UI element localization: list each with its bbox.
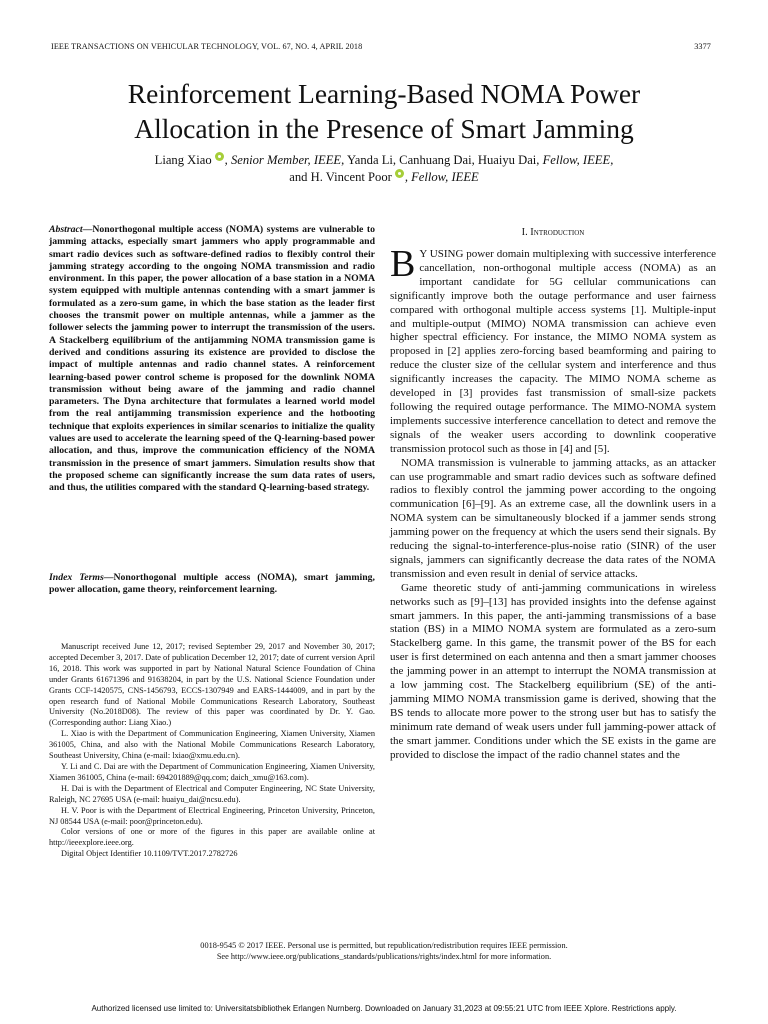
footnotes [49,642,375,860]
author-role: , Fellow, IEEE [404,170,479,184]
abstract-label: Abstract [49,224,83,235]
footnote: Y. Li and C. Dai are with the Department of Communication Engineering, Xiamen University, Xiamen 361005, China (e-mail: 694201889@qq.com; daich_xmu@163.com). [49,761,375,782]
copyright-line-1: 0018-9545 © 2017 IEEE. Personal use is permitted, but republication/redistribution requires IEEE permission. [200,941,568,950]
title-line-1: Reinforcement Learning-Based NOMA Power [127,78,641,109]
author-role: , Senior Member, IEEE [224,153,342,167]
footnote: H. V. Poor is with the Department of Electrical Engineering, Princeton University, Princeton, NJ 08544 USA (e-mail: poor@princeton.edu). [49,805,375,826]
drop-cap: B [390,243,416,285]
paper-title [40,76,728,146]
abstract [49,224,375,495]
paragraph: NOMA transmission is vulnerable to jamming attacks, as an attacker can use programmable and smart radio devices such as software defined radios to flexibly control the jamming power according to the ongoing communication [6]–[9]. As an extreme case, all the downlink users in a NOMA system can be simultaneously blocked if a jammer sends strong jamming power on the frequency at which the users send their signals. By reducing the signal-to-interference-plus-noise ratio (SINR) of the user signals, jammers can significantly decrease the data rates of the NOMA transmission and even result in denial of service attacks. [390,456,716,580]
footnote: Digital Object Identifier 10.1109/TVT.2017.2782726 [61,849,238,859]
index-terms-text: —Nonorthogonal multiple access (NOMA), smart jamming, power allocation, game theory, reinforcement learning. [49,572,375,596]
index-terms-label: Index Terms [49,572,104,583]
orcid-icon[interactable] [395,169,404,178]
author-line-1 [40,152,728,169]
footnote: Manuscript received June 12, 2017; revised September 29, 2017 and November 30, 2017; accepted December 3, 2017. Date of publication December 12, 2017; date of current version April 16, 2018. This work was supported in part by National Natural Science Foundation of China under Grants 61671396 and 91638204, in part by the U.S. National Science Foundation under Grants CCF-1420575, CNS-1456793, ECCS-1307949 and EARS-1444009, and in part by the open research fund of National Mobile Communications Research Laboratory, Southeast University (No.2018D08). The review of this paper was coordinated by Dr. Y. Gao. (Corresponding author: Liang Xiao.) [49,642,375,728]
title-line-2: Allocation in the Presence of Smart Jamming [134,113,634,144]
paragraph: Game theoretic study of anti-jamming communications in wireless networks such as [9]–[13] has provided insights into the defense against smart jammers. In this paper, the anti-jamming transmissions of a base station (BS) in a MIMO NOMA system are formulated as a zero-sum Stackelberg game. In this game, the transmit power of the BS for each user is first determined on each antenna and then a smart jammer chooses the jamming power in an attempt to interrupt the NOMA transmission at a low jamming cost. The Stackelberg equilibrium (SE) of the anti-jamming MIMO NOMA transmission game is derived, showing that the BS tends to allocate more power to the strong user but has to satisfy the minimum rate demand of weak users under full jamming-power attack of the smart jammer. Conditions under which the SE exists in the game are provided to disclose the impact of the radio channel states and the [390,581,716,761]
abstract-text: —Nonorthogonal multiple access (NOMA) systems are vulnerable to jamming attacks, especially smart jammers who apply programmable and smart radio devices such as software-defined radios to flexibly control their jamming strategy according to the ongoing NOMA transmission and radio environment. In this paper, the power allocation of a base station in a NOMA system equipped with multiple antennas contending with a smart jammer is formulated as a zero-sum game, in which the base station as the leader first chooses the transmit power on multiple antennas, while a jammer as the follower selects the jamming power to interrupt the transmission of the users. A Stackelberg equilibrium of the antijamming NOMA transmission game is derived and conditions assuring its existence are provided to disclose the impact of multiple antennas and radio channel states. A reinforcement learning-based power control scheme is proposed for the downlink NOMA transmission without being aware of the jamming and radio channel parameters. The Dyna architecture that formulates a learned world model from the real antijamming transmission experience and the hotbooting technique that exploits experiences in similar scenarios to initialize the quality values are used to accelerate the learning speed of the Q-learning-based power allocation, and thus, improve the communication efficiency of the NOMA transmission in the presence of smart jammers. Simulation results show that the proposed scheme can significantly increase the sum data rates of users, and thus, the utilities compared with the standard Q-learning-based strategy. [49,224,375,494]
paragraph-text: Y USING power domain multiplexing with successive interference cancellation, non-orthogonal multiple access (NOMA) as an important candidate for 5G cellular communications can significantly improve both the outage performance and user fairness compared with orthogonal multiple access systems [1]. Multiple-input and multiple-output (MIMO) NOMA transmission can achieve even higher spectral efficiency. For instance, the MIMO NOMA system as proposed in [2] applies zero-forcing based beamforming and pairing to reduce the cluster size of the cellular system and interference and thus significantly increases the capacity. The MIMO NOMA scheme as developed in [3] provides fast transmission of small-size packets following the required outage performance. The MIMO-NOMA system implements successive interference cancellation to detect and remove the signals of the weaker users according to downlink cooperative transmission protocol such as those in [4] and [5]. [390,248,716,455]
license-notice: Authorized licensed use limited to: Universitatsbibliothek Erlangen Nurnberg. Downloaded on January 31,2023 at 09:55:21 UTC from IEEE Xplore. Restrictions apply. [91,1004,677,1013]
running-header: IEEE TRANSACTIONS ON VEHICULAR TECHNOLOGY, VOL. 67, NO. 4, APRIL 2018 [51,42,363,51]
author-list [40,152,728,186]
author-role: Fellow, IEEE, [539,153,614,167]
copyright-notice [60,940,708,962]
author-name: Liang Xiao [154,153,212,167]
author-name: and H. Vincent Poor [289,170,392,184]
author-names: , Yanda Li, Canhuang Dai, Huaiyu Dai, [341,153,540,167]
footnote: L. Xiao is with the Department of Communication Engineering, Xiamen University, Xiamen 361005, China, and also with the National Mobile Communications Research Laboratory, Southeast University, China (e-mail: lxiao@xmu.edu.cn). [49,729,375,761]
section-heading: I. Introduction [521,227,585,238]
body-text [390,243,716,763]
index-terms [49,572,375,597]
copyright-line-2: See http://www.ieee.org/publications_standards/publications/rights/index.html for more information. [216,952,552,961]
author-line-2 [40,169,728,186]
page-number: 3377 [694,42,711,51]
orcid-icon[interactable] [215,152,224,161]
footnote: H. Dai is with the Department of Electrical and Computer Engineering, NC State University, Raleigh, NC 27695 USA (e-mail: huaiyu_dai@ncsu.edu). [49,783,375,804]
footnote: Color versions of one or more of the figures in this paper are available online at http://ieeexplore.ieee.org. [49,827,375,848]
paragraph [390,243,716,457]
